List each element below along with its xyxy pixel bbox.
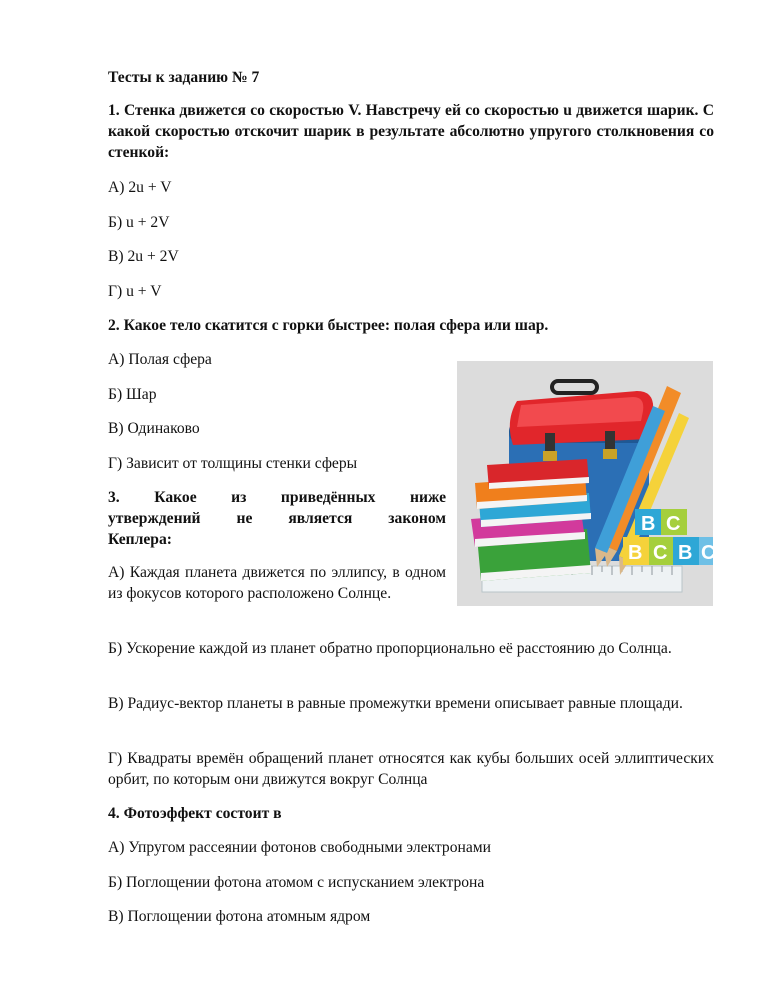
question-2-option-c: В) Одинаково [108,420,200,437]
question-1-option-d: Г) u + V [108,283,162,300]
school-supplies-illustration-icon [457,361,716,606]
question-1-option-c: В) 2u + 2V [108,248,179,265]
question-4-option-a: А) Упругом рассеянии фотонов свободными электронами [108,839,491,856]
question-3-option-b: Б) Ускорение каждой из планет обратно пропорционально её расстоянию до Солнца. [108,640,672,657]
cube-letter: B [641,513,656,535]
question-3-option-c: В) Радиус-вектор планеты в равные промежутки времени описывает равные площади. [108,695,683,712]
question-4-text: 4. Фотоэффект состоит в [108,805,282,822]
question-3-text-line-1: 3. Какое из приведённых ниже [108,489,446,506]
question-4-option-c: В) Поглощении фотона атомным ядром [108,908,371,925]
question-3-option-d: Г) Квадраты времён обращений планет относятся как кубы больших осей эллиптических орбит, по которым они движутся вокруг Солнца [108,750,714,788]
question-1-text: 1. Стенка движется со скоростью V. Навстречу ей со скоростью u движется шарик. С какой скоростью отскочит шарик в результате абсолютно упругого столкновения со стенкой: [108,102,714,161]
question-1-option-b: Б) u + 2V [108,214,170,231]
question-3-text-line-3: Кеплера: [108,531,172,548]
question-2-option-a: А) Полая сфера [108,351,212,368]
cube-letter: B [628,542,643,564]
question-2-text: 2. Какое тело скатится с горки быстрее: полая сфера или шар. [108,317,549,334]
cube-letter: C [653,542,668,564]
cube-letter: B [678,542,693,564]
question-3-option-a: А) Каждая планета движется по эллипсу, в одном из фокусов которого расположено Солнце. [108,564,446,602]
document-heading: Тесты к заданию № 7 [108,69,260,86]
question-2-option-b: Б) Шар [108,386,157,403]
books-stack-icon [471,459,591,581]
question-4-option-b: Б) Поглощении фотона атомом с испусканием электрона [108,874,485,891]
question-2-option-d: Г) Зависит от толщины стенки сферы [108,455,358,472]
question-1-option-a: А) 2u + V [108,179,172,196]
question-3-text-line-2: утверждений не является законом [108,510,446,527]
cube-letter: C [666,513,681,535]
cube-letter: C [701,542,716,564]
